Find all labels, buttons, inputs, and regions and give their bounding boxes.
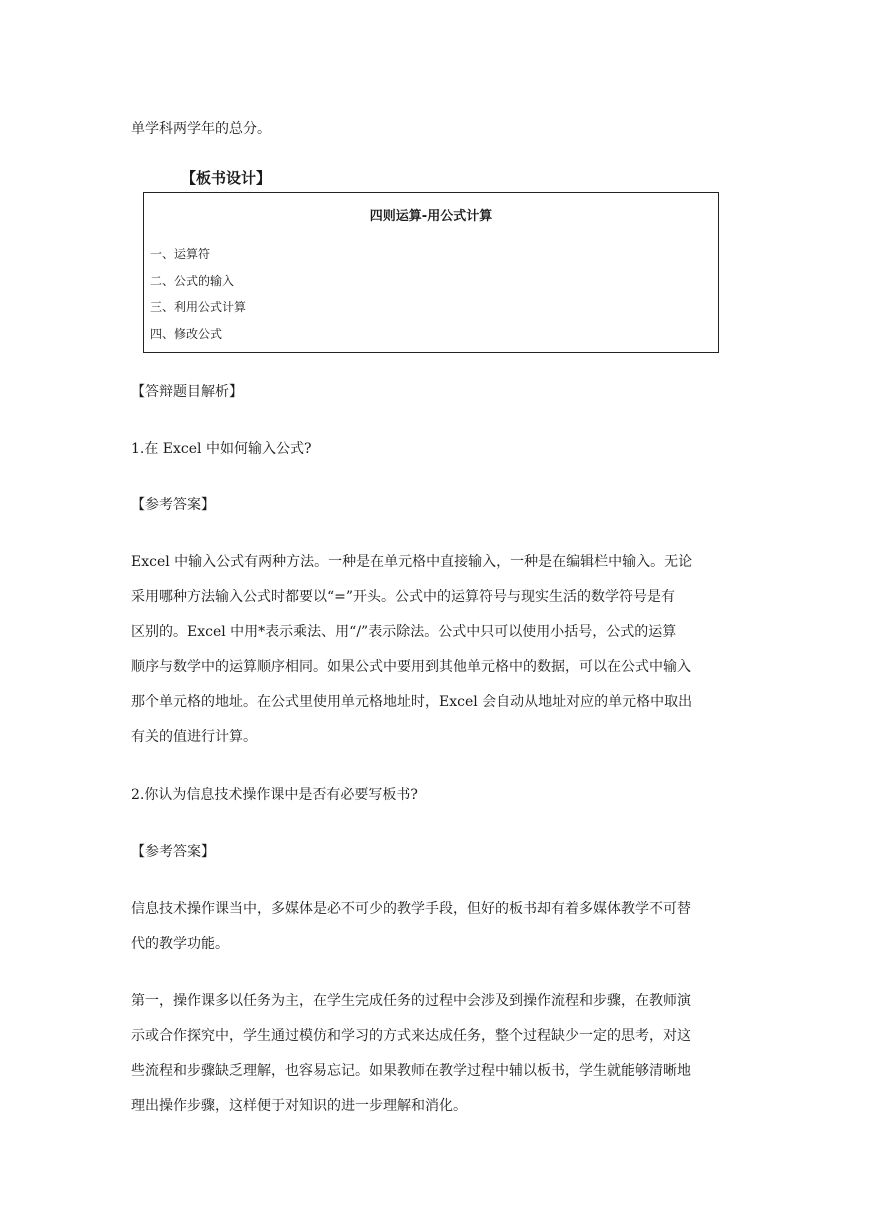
answer-2-line: 理出操作步骤，这样便于对知识的进一步理解和消化。	[131, 1098, 467, 1114]
answer-2-line: 代的教学功能。	[131, 936, 229, 952]
analysis-heading: 【答辩题目解析】	[131, 384, 243, 400]
answer-1-line: 有关的值进行计算。	[131, 729, 257, 745]
board-item: 二、公式的输入	[150, 274, 235, 288]
question-1: 1.在 Excel 中如何输入公式?	[131, 441, 312, 457]
answer-1-line: 区别的。Excel 中用*表示乘法、用“/”表示除法。公式中只可以使用小括号，公式的运算	[131, 624, 677, 640]
answer-2-line: 第一，操作课多以任务为主，在学生完成任务的过程中会涉及到操作流程和步骤，在教师演	[131, 993, 691, 1009]
board-title: 四则运算-用公式计算	[369, 209, 493, 224]
answer-1-line: 那个单元格的地址。在公式里使用单元格地址时，Excel 会自动从地址对应的单元格中取出	[131, 694, 693, 710]
board-item: 四、修改公式	[150, 327, 223, 341]
answer-1-heading: 【参考答案】	[131, 497, 215, 513]
answer-2-line: 示或合作探究中，学生通过模仿和学习的方式来达成任务，整个过程缺少一定的思考，对这	[131, 1028, 691, 1044]
board-item: 三、利用公式计算	[150, 300, 247, 314]
board-item: 一、运算符	[150, 247, 211, 261]
answer-1-line: 采用哪种方法输入公式时都要以“=”开头。公式中的运算符号与现实生活的数学符号是有	[131, 589, 676, 605]
answer-2-line: 信息技术操作课当中，多媒体是必不可少的教学手段，但好的板书却有着多媒体教学不可替	[131, 901, 691, 917]
board-design-heading: 【板书设计】	[181, 169, 272, 187]
answer-1-line: Excel 中输入公式有两种方法。一种是在单元格中直接输入，一种是在编辑栏中输入。无论	[131, 554, 693, 570]
intro-line: 单学科两学年的总分。	[131, 121, 271, 137]
answer-2-heading: 【参考答案】	[131, 844, 215, 860]
question-2: 2.你认为信息技术操作课中是否有必要写板书?	[131, 787, 418, 803]
answer-2-line: 些流程和步骤缺乏理解，也容易忘记。如果教师在教学过程中辅以板书，学生就能够清晰地	[131, 1063, 691, 1079]
board-design-box	[143, 192, 719, 353]
answer-1-line: 顺序与数学中的运算顺序相同。如果公式中要用到其他单元格中的数据，可以在公式中输入	[131, 659, 691, 675]
